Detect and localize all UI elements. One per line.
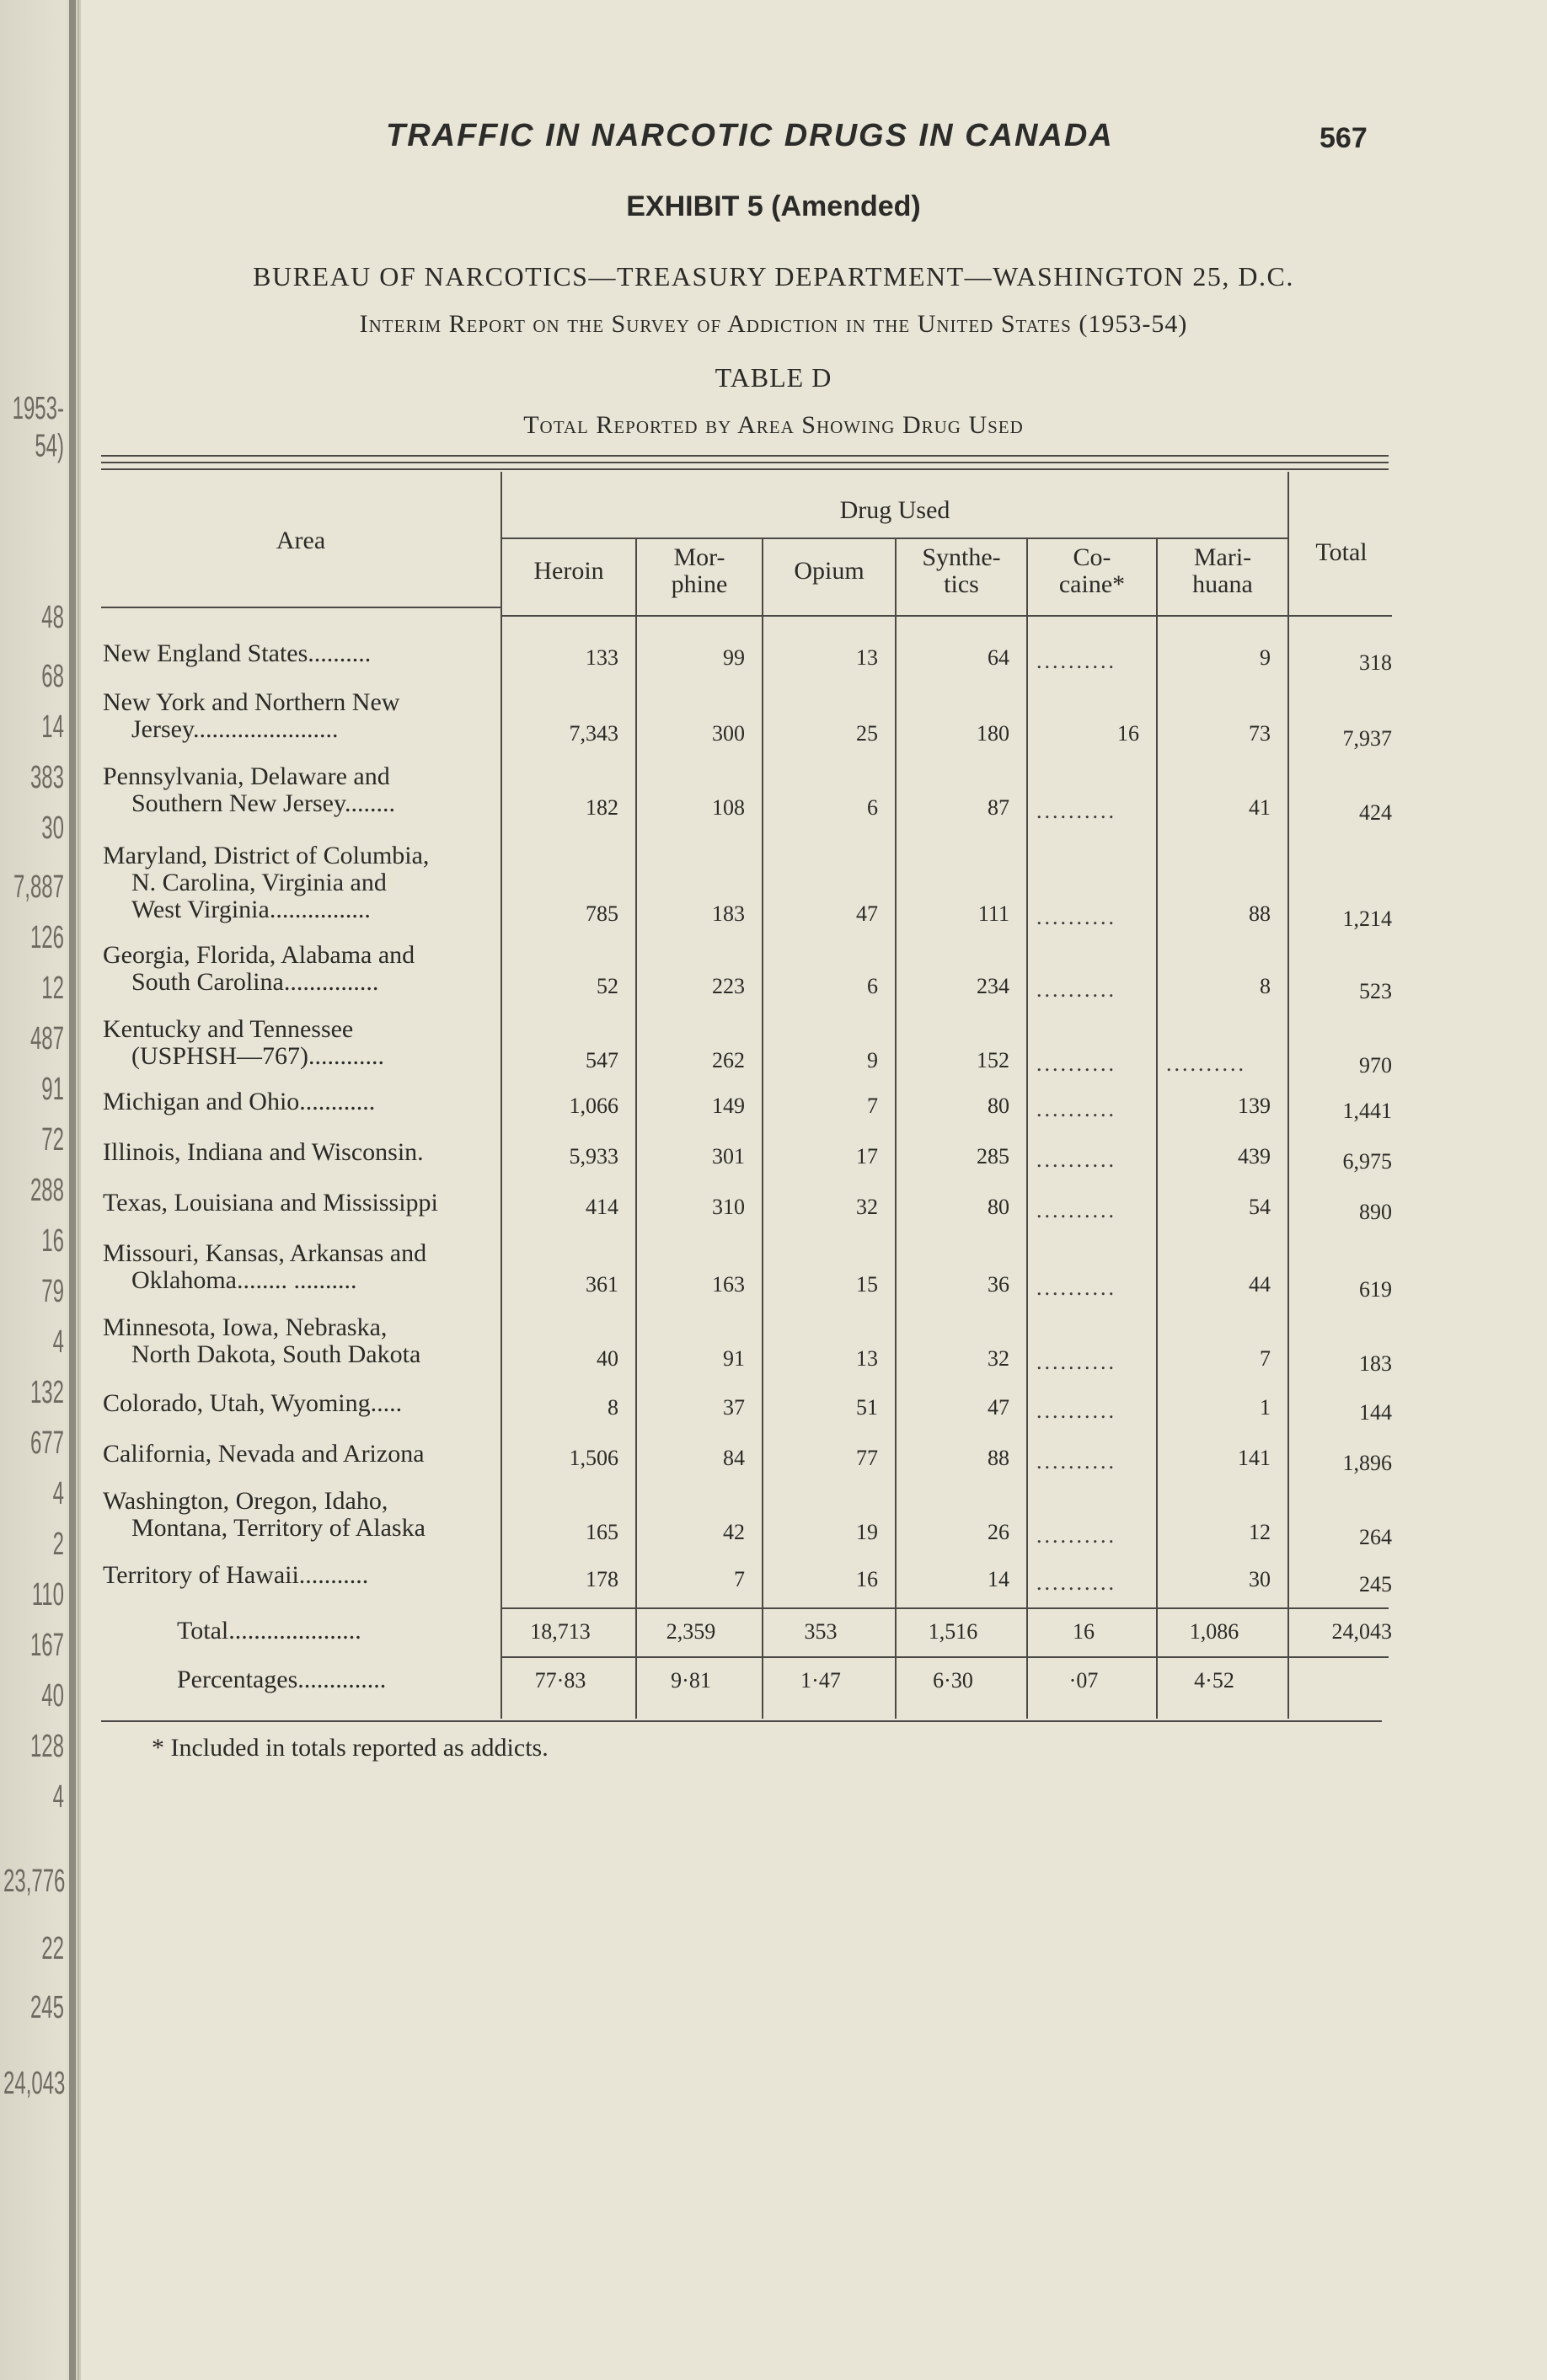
leader-dots: ..........	[1036, 977, 1116, 1002]
area-line: Minnesota, Iowa, Nebraska,	[103, 1313, 388, 1341]
row-area-label	[103, 1139, 490, 1166]
cell-heroin: 7,343	[569, 721, 618, 746]
cell-morphine: 37	[723, 1395, 745, 1420]
area-line: N. Carolina, Virginia and	[131, 869, 387, 896]
binding-edge-inner	[78, 0, 79, 2380]
margin-label: 23,776	[3, 1863, 66, 1900]
cell-synthetics: 80	[988, 1094, 1009, 1118]
cell-total: 1,214	[1342, 907, 1392, 931]
cell-total: 183	[1359, 1351, 1392, 1376]
margin-label: 4	[52, 1475, 64, 1512]
cell-marihuana: 88	[1249, 901, 1271, 926]
cell-opium: 77	[856, 1446, 878, 1470]
percentages-row-heroin: 77·83	[534, 1668, 586, 1693]
total-row-label: Total.....................	[177, 1617, 361, 1645]
margin-label: 7,887	[13, 869, 64, 906]
margin-label: 79	[41, 1273, 64, 1310]
margin-label: 288	[29, 1172, 64, 1209]
row-area-label	[103, 1390, 490, 1417]
cell-total: 523	[1359, 979, 1392, 1003]
margin-label: 40	[41, 1677, 64, 1714]
column-header-line2: caine*	[1058, 570, 1126, 598]
table-bottom-rule	[101, 1720, 1382, 1722]
area-line: Colorado, Utah, Wyoming.....	[103, 1389, 403, 1417]
leader-dots: ..........	[1036, 1276, 1116, 1300]
margin-label: 383	[29, 759, 64, 796]
area-line: California, Nevada and Arizona	[103, 1440, 425, 1468]
row-area-label	[103, 1488, 490, 1542]
margin-label: 14	[41, 709, 64, 746]
table-top-rule	[101, 455, 1389, 457]
cell-synthetics: 180	[977, 721, 1009, 746]
leader-dots: ..........	[1036, 1097, 1116, 1121]
percentages-row-morphine: 9·81	[671, 1668, 711, 1693]
cell-total: 6,975	[1342, 1149, 1392, 1174]
page-number: 567	[1320, 122, 1368, 154]
area-line: Oklahoma........ ..........	[131, 1266, 357, 1294]
cell-synthetics: 111	[977, 901, 1009, 926]
cell-heroin: 8	[608, 1395, 618, 1420]
margin-label: 487	[29, 1020, 64, 1057]
row-area-label	[103, 763, 490, 817]
leader-dots: ..........	[1036, 905, 1116, 929]
area-line: New York and Northern New	[103, 688, 400, 716]
margin-label: 68	[41, 658, 64, 695]
area-line: Montana, Territory of Alaska	[131, 1514, 426, 1542]
margin-label: 72	[41, 1121, 64, 1158]
cell-marihuana: 1	[1260, 1395, 1271, 1420]
area-line: Jersey.......................	[131, 715, 339, 743]
cell-morphine: 91	[723, 1346, 745, 1371]
percentages-row-label: Percentages..............	[177, 1666, 387, 1693]
cell-morphine: 301	[712, 1144, 745, 1169]
leader-dots: ..........	[1036, 1523, 1116, 1548]
margin-label: 677	[29, 1425, 64, 1462]
cell-marihuana: 139	[1238, 1094, 1271, 1118]
cell-total: 890	[1359, 1200, 1392, 1224]
cell-total: 1,896	[1342, 1451, 1392, 1475]
leader-dots: ..........	[1036, 1350, 1116, 1374]
cell-opium: 13	[856, 645, 878, 670]
cell-marihuana: 41	[1249, 795, 1271, 820]
margin-label: 132	[29, 1374, 64, 1411]
row-area-label	[103, 942, 490, 996]
cell-opium: 25	[856, 721, 878, 746]
margin-label: 48	[41, 599, 64, 636]
table-subtitle: Total Reported by Area Showing Drug Used	[523, 411, 1024, 439]
cell-morphine: 108	[712, 795, 745, 820]
total-row-marihuana: 1,086	[1189, 1619, 1239, 1644]
margin-label: 126	[29, 919, 64, 956]
total-bottom-rule	[502, 1656, 1389, 1658]
leader-dots: ..........	[1036, 649, 1116, 673]
total-row-heroin: 18,713	[530, 1619, 591, 1644]
total-top-rule	[502, 1607, 1389, 1609]
column-header-line1: Heroin	[533, 557, 604, 585]
leader-dots: ..........	[1036, 1198, 1116, 1222]
margin-label: 167	[29, 1627, 64, 1664]
area-line: Southern New Jersey........	[131, 789, 395, 817]
cell-synthetics: 80	[988, 1195, 1009, 1219]
cell-marihuana: 141	[1238, 1446, 1271, 1470]
binding-edge	[69, 0, 76, 2380]
cell-morphine: 7	[734, 1567, 745, 1591]
cell-synthetics: 88	[988, 1446, 1009, 1470]
column-rule	[1026, 539, 1028, 1719]
cell-marihuana: 12	[1249, 1520, 1271, 1544]
cell-heroin: 40	[597, 1346, 618, 1371]
area-line: (USPHSH—767)............	[131, 1042, 385, 1070]
cell-heroin: 361	[586, 1272, 618, 1297]
cell-heroin: 1,066	[569, 1094, 618, 1118]
percentages-row-opium: 1·47	[800, 1668, 841, 1693]
area-line: Washington, Oregon, Idaho,	[103, 1487, 388, 1515]
cell-heroin: 178	[586, 1567, 618, 1591]
margin-label: 22	[41, 1930, 64, 1967]
cell-synthetics: 285	[977, 1144, 1009, 1169]
row-area-label	[103, 1562, 490, 1589]
cell-total: 318	[1359, 650, 1392, 675]
cell-synthetics: 26	[988, 1520, 1009, 1544]
cell-morphine: 163	[712, 1272, 745, 1297]
cell-opium: 7	[867, 1094, 878, 1118]
area-line: Illinois, Indiana and Wisconsin.	[103, 1138, 424, 1166]
margin-label: 30	[41, 810, 64, 847]
area-line: Texas, Louisiana and Mississippi	[103, 1189, 438, 1217]
cell-heroin: 414	[586, 1195, 618, 1219]
column-header-line2: tics	[944, 570, 979, 598]
cell-heroin: 52	[597, 974, 618, 998]
area-line: Michigan and Ohio............	[103, 1088, 376, 1115]
margin-label: 2	[52, 1526, 64, 1563]
margin-label: 16	[41, 1222, 64, 1260]
cell-marihuana: 8	[1260, 974, 1271, 998]
area-line: Maryland, District of Columbia,	[103, 842, 430, 869]
margin-label: 24,043	[3, 2065, 66, 2102]
cell-synthetics: 47	[988, 1395, 1009, 1420]
cell-opium: 6	[867, 795, 878, 820]
cell-opium: 16	[856, 1567, 878, 1591]
margin-label: 110	[31, 1576, 64, 1613]
cell-heroin: 182	[586, 795, 618, 820]
cell-morphine: 183	[712, 901, 745, 926]
cell-total: 144	[1359, 1400, 1392, 1425]
area-line: West Virginia................	[131, 896, 371, 923]
row-area-label	[103, 1441, 490, 1468]
cell-synthetics: 87	[988, 795, 1009, 820]
row-area-label	[103, 1314, 490, 1368]
cell-morphine: 223	[712, 974, 745, 998]
cell-morphine: 42	[723, 1520, 745, 1544]
area-line: South Carolina...............	[131, 968, 379, 996]
cell-total: 245	[1359, 1572, 1392, 1596]
leader-dots: ..........	[1036, 1570, 1116, 1595]
cell-opium: 51	[856, 1395, 878, 1420]
cell-opium: 13	[856, 1346, 878, 1371]
area-line: North Dakota, South Dakota	[131, 1340, 421, 1368]
cell-total: 424	[1359, 800, 1392, 825]
cell-heroin: 165	[586, 1520, 618, 1544]
margin-label: 4	[52, 1778, 64, 1816]
cell-total: 619	[1359, 1277, 1392, 1302]
cell-synthetics: 32	[988, 1346, 1009, 1371]
row-area-label	[103, 842, 490, 923]
header-drug-used: Drug Used	[839, 496, 950, 524]
cell-opium: 47	[856, 901, 878, 926]
running-header: TRAFFIC IN NARCOTIC DRUGS IN CANADA	[386, 118, 1114, 153]
total-row-synthetics: 1,516	[928, 1619, 978, 1644]
cell-opium: 32	[856, 1195, 878, 1219]
cell-opium: 6	[867, 974, 878, 998]
cell-marihuana: 7	[1260, 1346, 1271, 1371]
cell-heroin: 785	[586, 901, 618, 926]
column-header-line1: Opium	[794, 557, 864, 585]
cell-synthetics: 64	[988, 645, 1009, 670]
leader-dots: ..........	[1036, 799, 1116, 823]
row-area-label	[103, 1240, 490, 1294]
header-rule-area	[101, 607, 500, 608]
column-header-line1: Mari-	[1193, 543, 1252, 571]
cell-morphine: 84	[723, 1446, 745, 1470]
percentages-row-marihuana: 4·52	[1194, 1668, 1234, 1693]
cell-marihuana: 9	[1260, 645, 1271, 670]
cell-total: 264	[1359, 1525, 1392, 1549]
cell-cocaine: 16	[1117, 721, 1139, 746]
cell-marihuana: 30	[1249, 1567, 1271, 1591]
bureau-line: BUREAU OF NARCOTICS—TREASURY DEPARTMENT—WASHINGTON 25, D.C.	[253, 261, 1294, 291]
table-label: TABLE D	[715, 362, 832, 393]
header-area: Area	[276, 527, 326, 554]
total-row-morphine: 2,359	[666, 1619, 716, 1644]
table-top-rule-3	[101, 468, 1389, 470]
cell-marihuana: 54	[1249, 1195, 1271, 1219]
cell-opium: 9	[867, 1048, 878, 1072]
area-line: Missouri, Kansas, Arkansas and	[103, 1239, 427, 1267]
margin-label: 245	[29, 1989, 64, 2026]
leader-dots: ..........	[1036, 1051, 1116, 1076]
total-row-total: 24,043	[1331, 1619, 1392, 1644]
cell-synthetics: 152	[977, 1048, 1009, 1072]
cell-marihuana: 44	[1249, 1272, 1271, 1297]
margin-label: 128	[29, 1728, 64, 1765]
cell-heroin: 1,506	[569, 1446, 618, 1470]
cell-morphine: 262	[712, 1048, 745, 1072]
margin-label: 91	[41, 1071, 64, 1108]
area-line: Kentucky and Tennessee	[103, 1015, 354, 1043]
column-header-line2: phine	[671, 570, 728, 598]
cell-morphine: 149	[712, 1094, 745, 1118]
table-top-rule-2	[101, 462, 1389, 463]
cell-heroin: 547	[586, 1048, 618, 1072]
cell-opium: 17	[856, 1144, 878, 1169]
cell-morphine: 310	[712, 1195, 745, 1219]
header-total: Total	[1315, 538, 1368, 566]
cell-heroin: 5,933	[569, 1144, 618, 1169]
cell-opium: 19	[856, 1520, 878, 1544]
cell-heroin: 133	[586, 645, 618, 670]
cell-synthetics: 234	[977, 974, 1009, 998]
exhibit-title: EXHIBIT 5 (Amended)	[626, 190, 921, 222]
cell-morphine: 99	[723, 645, 745, 670]
cell-marihuana: 439	[1238, 1144, 1271, 1169]
cell-total: 970	[1359, 1053, 1392, 1078]
cell-marihuana: 73	[1249, 721, 1271, 746]
column-header-line1: Co-	[1073, 543, 1111, 571]
row-area-label	[103, 689, 490, 743]
leader-dots: ..........	[1036, 1399, 1116, 1423]
row-area-label	[103, 640, 490, 667]
total-row-cocaine: 16	[1073, 1619, 1095, 1644]
leader-dots: ..........	[1036, 1147, 1116, 1172]
area-line: Pennsylvania, Delaware and	[103, 762, 390, 790]
cell-synthetics: 36	[988, 1272, 1009, 1297]
cell-total: 7,937	[1342, 726, 1392, 751]
area-line: New England States..........	[103, 639, 372, 667]
cell-opium: 15	[856, 1272, 878, 1297]
leader-dots: ..........	[1036, 1449, 1116, 1473]
total-row-opium: 353	[804, 1619, 838, 1644]
percentages-row-cocaine: ·07	[1068, 1668, 1099, 1693]
leader-dots: ..........	[1166, 1051, 1246, 1076]
margin-label: 1953-54)	[12, 390, 64, 465]
column-header-line1: Synthe-	[922, 543, 1001, 571]
area-line: Georgia, Florida, Alabama and	[103, 941, 415, 969]
cell-morphine: 300	[712, 721, 745, 746]
cell-total: 1,441	[1342, 1099, 1392, 1123]
footnote: * Included in totals reported as addicts.	[152, 1734, 549, 1762]
report-title: Interim Report on the Survey of Addiction in the United States (1953-54)	[359, 310, 1188, 338]
column-header-line1: Mor-	[673, 543, 725, 571]
percentages-row-synthetics: 6·30	[933, 1668, 973, 1693]
row-area-label	[103, 1016, 490, 1070]
margin-label: 12	[41, 970, 64, 1007]
row-area-label	[103, 1190, 490, 1217]
column-header-line2: huana	[1192, 570, 1253, 598]
area-line: Territory of Hawaii...........	[103, 1561, 369, 1589]
margin-label: 4	[52, 1324, 64, 1361]
row-area-label	[103, 1088, 490, 1115]
cell-synthetics: 14	[988, 1567, 1009, 1591]
